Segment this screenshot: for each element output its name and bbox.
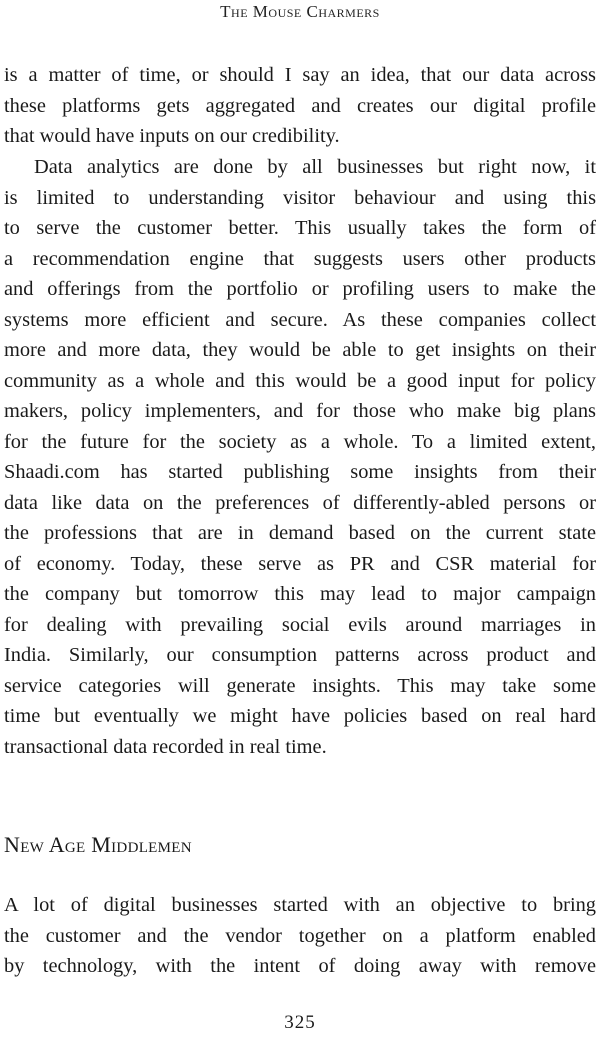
page-number: 325 — [284, 1012, 316, 1033]
text-line: transactional data recorded in real time. — [4, 735, 327, 758]
text-line: Shaadi.com has started publishing some insights from their — [4, 461, 596, 483]
text-line: and offerings from the portfolio or profiling users to make the — [4, 278, 596, 300]
text-line: is a matter of time, or should I say an idea, that our data across — [4, 64, 596, 86]
paragraph-data-analytics — [4, 152, 596, 762]
text-line: service categories will generate insights. This may take some — [4, 674, 596, 697]
section-heading: New Age Middlemen — [4, 832, 192, 857]
text-line: for dealing with prevailing social evils around marriages in — [4, 613, 596, 636]
paragraph-continuation — [4, 60, 596, 152]
text-line: these platforms gets aggregated and creates our digital profile — [4, 94, 596, 117]
text-line: systems more efficient and secure. As these companies collect — [4, 308, 596, 331]
text-line: the customer and the vendor together on a platform enabled — [4, 924, 596, 947]
text-line: community as a whole and this would be a good input for policy — [4, 369, 596, 392]
text-line: A lot of digital businesses started with an objective to bring — [4, 894, 596, 916]
paragraph-new-age-middlemen — [4, 890, 596, 982]
text-line: is limited to understanding visitor behaviour and using this — [4, 186, 596, 209]
text-line: makers, policy implementers, and for those who make big plans — [4, 400, 596, 422]
text-line: to serve the customer better. This usually takes the form of — [4, 217, 596, 239]
text-line: data like data on the preferences of differently-abled persons or — [4, 491, 596, 514]
text-line: of economy. Today, these serve as PR and CSR material for — [4, 552, 596, 575]
text-line: time but eventually we might have policies based on real hard — [4, 705, 596, 727]
text-line: by technology, with the intent of doing away with remove — [4, 955, 596, 977]
text-line: for the future for the society as a whole. To a limited extent, — [4, 430, 596, 453]
text-line: Data analytics are done by all businesses but right now, it — [34, 156, 596, 178]
text-line: more and more data, they would be able to get insights on their — [4, 339, 596, 361]
text-line: the company but tomorrow this may lead to major campaign — [4, 583, 596, 605]
text-line: that would have inputs on our credibility. — [4, 125, 340, 147]
text-line: the professions that are in demand based on the current state — [4, 522, 596, 544]
text-line: a recommendation engine that suggests users other products — [4, 247, 596, 270]
running-head: The Mouse Charmers — [220, 2, 380, 21]
text-line: India. Similarly, our consumption patterns across product and — [4, 644, 596, 666]
